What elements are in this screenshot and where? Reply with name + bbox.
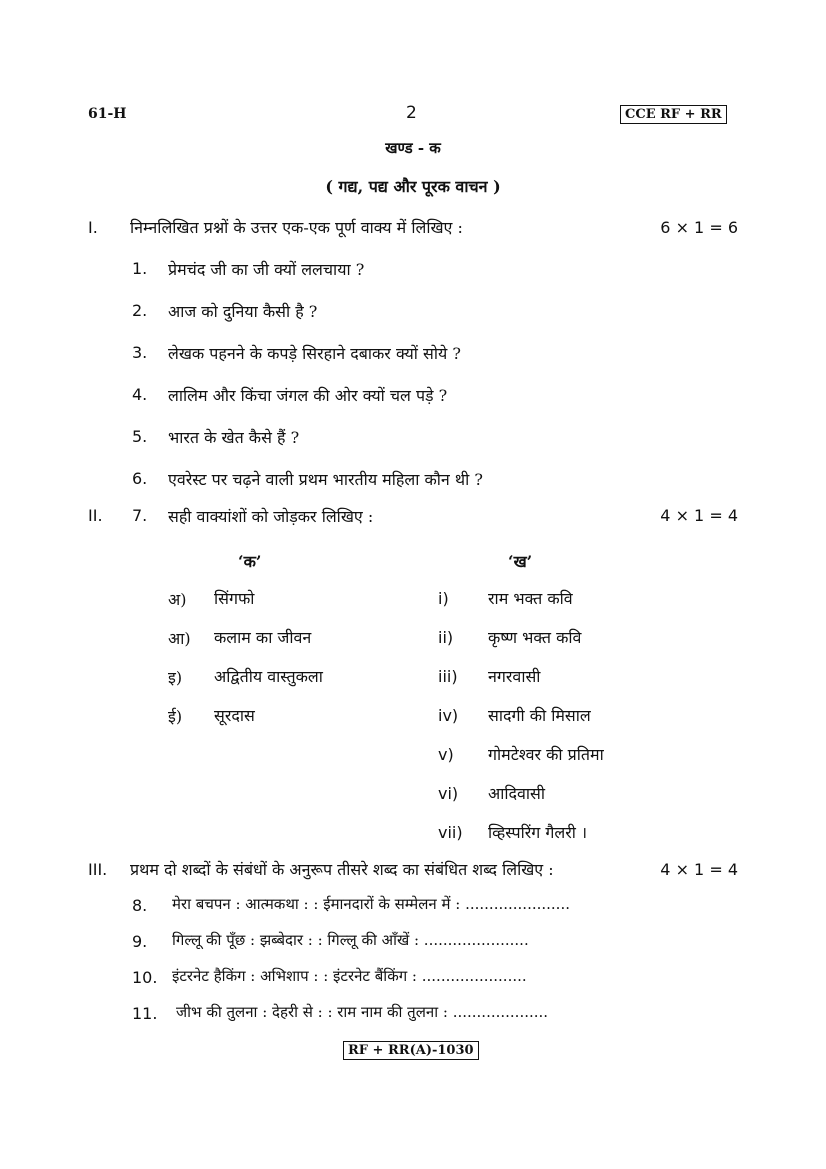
part-1-marks: 6 × 1 = 6	[660, 218, 738, 237]
section-subtitle: ( गद्य, पद्य और पूरक वाचन )	[325, 177, 501, 196]
question-text: लालिम और किंचा जंगल की ओर क्यों चल पड़े ?	[168, 386, 448, 405]
question-text: इंटरनेट हैकिंग : अभिशाप : : इंटरनेट बैंकिंग : ......................	[172, 967, 527, 985]
match-b-text: सादगी की मिसाल	[488, 706, 591, 725]
question-number: 9.	[132, 932, 148, 951]
match-b-text: आदिवासी	[488, 784, 545, 803]
question-text: गिल्लू की पूँछ : झब्बेदार : : गिल्लू की आँखें : ......................	[172, 931, 529, 949]
match-b-label: iv)	[438, 706, 459, 725]
part-3-marks: 4 × 1 = 4	[660, 860, 738, 879]
question-number: 8.	[132, 896, 148, 915]
footer-code: RF + RR(A)-1030	[343, 1041, 479, 1060]
match-b-text: राम भक्त कवि	[488, 589, 573, 608]
match-b-label: iii)	[438, 667, 458, 686]
match-b-label: ii)	[438, 628, 454, 647]
question-text: एवरेस्ट पर चढ़ने वाली प्रथम भारतीय महिला कौन थी ?	[168, 470, 483, 489]
question-text: मेरा बचपन : आत्मकथा : : ईमानदारों के सम्मेलन में : ......................	[172, 895, 570, 913]
match-b-text: नगरवासी	[488, 667, 541, 686]
question-number: 1.	[132, 259, 148, 278]
match-a-text: कलाम का जीवन	[214, 628, 312, 647]
question-text: आज को दुनिया कैसी है ?	[168, 302, 318, 321]
match-a-label: आ)	[168, 629, 191, 648]
paper-code: 61-H	[88, 106, 127, 122]
match-a-text: अद्वितीय वास्तुकला	[214, 667, 323, 686]
question-number: 10.	[132, 968, 158, 987]
column-b-heading: ‘ख’	[508, 552, 533, 571]
question-number: 6.	[132, 469, 148, 488]
series-badge: CCE RF + RR	[620, 105, 727, 124]
match-b-label: i)	[438, 589, 449, 608]
question-number: 7.	[132, 506, 148, 525]
page-number: 2	[406, 103, 417, 123]
question-number: 4.	[132, 385, 148, 404]
match-b-label: vi)	[438, 784, 459, 803]
question-text: जीभ की तुलना : देहरी से : : राम नाम की तुलना : ....................	[176, 1003, 549, 1021]
part-2-marks: 4 × 1 = 4	[660, 506, 738, 525]
match-b-label: vii)	[438, 823, 463, 842]
part-2-instruction: सही वाक्यांशों को जोड़कर लिखिए :	[168, 507, 374, 526]
match-a-label: इ)	[168, 668, 183, 687]
question-number: 11.	[132, 1004, 158, 1023]
part-1-roman: I.	[88, 218, 98, 237]
question-text: भारत के खेत कैसे हैं ?	[168, 428, 300, 447]
match-b-text: गोमटेश्वर की प्रतिमा	[488, 745, 604, 764]
part-3-instruction: प्रथम दो शब्दों के संबंधों के अनुरूप तीसरे शब्द का संबंधित शब्द लिखिए :	[130, 860, 554, 879]
question-text: लेखक पहनने के कपड़े सिरहाने दबाकर क्यों सोये ?	[168, 344, 461, 363]
match-a-text: सिंगफो	[214, 589, 255, 608]
part-3-roman: III.	[88, 860, 108, 879]
question-number: 5.	[132, 427, 148, 446]
match-a-text: सूरदास	[214, 706, 255, 725]
match-b-label: v)	[438, 745, 454, 764]
match-b-text: कृष्ण भक्त कवि	[488, 628, 582, 647]
match-a-label: अ)	[168, 590, 187, 609]
question-number: 2.	[132, 301, 148, 320]
match-b-text: व्हिस्परिंग गैलरी ।	[488, 823, 588, 842]
question-text: प्रेमचंद जी का जी क्यों ललचाया ?	[168, 260, 365, 279]
section-title: खण्ड - क	[385, 139, 441, 157]
question-number: 3.	[132, 343, 148, 362]
part-2-roman: II.	[88, 506, 103, 525]
match-a-label: ई)	[168, 707, 183, 726]
column-a-heading: ‘क’	[238, 552, 262, 571]
part-1-instruction: निम्नलिखित प्रश्नों के उत्तर एक-एक पूर्ण वाक्य में लिखिए :	[130, 218, 463, 237]
